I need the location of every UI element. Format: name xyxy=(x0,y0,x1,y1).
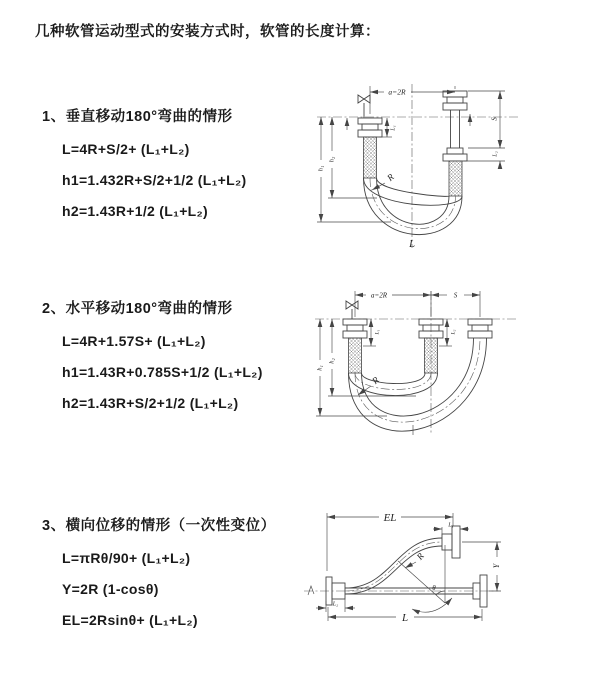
displaced-hose xyxy=(345,538,442,594)
section-heading: 1、垂直移动180°弯曲的情形 xyxy=(42,109,233,125)
dimension-l xyxy=(328,607,482,624)
s-label: S xyxy=(453,291,458,300)
l1-label: L₁ xyxy=(390,125,397,131)
h1-label: h₁ xyxy=(316,365,324,371)
l2-label: L₂ xyxy=(492,151,499,157)
formula-el: EL=2Rsinθ+ (L₁+L₂) xyxy=(62,612,198,628)
valve-icon xyxy=(346,301,358,319)
s-label: S xyxy=(490,117,499,121)
l-label: L xyxy=(401,612,409,624)
a2r-label: a=2R xyxy=(371,291,387,300)
formula-l: L=πRθ/90+ (L₁+L₂) xyxy=(62,550,191,566)
centerlines xyxy=(317,84,520,248)
l2-label: L₂ xyxy=(332,601,339,608)
centerlines xyxy=(315,291,518,435)
l1-label: L₁ xyxy=(374,329,381,335)
left-pipe-fitting xyxy=(358,118,382,178)
dimension-el xyxy=(327,512,453,571)
formula-h2: h2=1.43R+1/2 (L₁+L₂) xyxy=(62,203,209,219)
dimension-l2 xyxy=(316,599,355,612)
h2-label: h₂ xyxy=(328,156,336,163)
formula-h1: h1=1.43R+0.785S+1/2 (L₁+L₂) xyxy=(62,364,263,380)
dimension-a2r xyxy=(370,86,455,114)
section-vertical-180 xyxy=(42,105,247,219)
r-label: R xyxy=(385,171,396,183)
radius-label xyxy=(405,551,426,568)
l1-label: L₁ xyxy=(448,522,454,529)
h2-label: h₂ xyxy=(328,358,336,364)
dimension-l2 xyxy=(464,142,505,167)
r-label: R xyxy=(370,374,381,386)
centerline-break-mark xyxy=(308,586,314,595)
section-horizontal-180 xyxy=(42,297,263,411)
section-heading: 3、横向位移的情形（一次性变位） xyxy=(42,518,276,534)
el-label: EL xyxy=(383,512,397,524)
right-pipe-fitting xyxy=(468,319,492,338)
page-title: 几种软管运动型式的安装方式时，软管的长度计算： xyxy=(35,24,380,40)
theta-label: θ xyxy=(432,584,436,592)
dimension-l1 xyxy=(433,523,469,535)
dimension-y xyxy=(462,542,501,591)
radius-construction xyxy=(398,545,452,612)
diagram-horizontal-bend xyxy=(313,285,553,457)
h1-label: h₁ xyxy=(317,165,325,172)
a2r-label: a=2R xyxy=(388,87,406,97)
section-lateral-displacement xyxy=(42,514,276,628)
hose-curves xyxy=(349,338,487,435)
formula-h2: h2=1.43R+S/2+1/2 (L₁+L₂) xyxy=(62,395,239,411)
right-pipe-fitting xyxy=(443,91,467,196)
formula-l: L=4R+S/2+ (L₁+L₂) xyxy=(62,141,190,157)
formula-h1: h1=1.432R+S/2+1/2 (L₁+L₂) xyxy=(62,172,247,188)
dimension-s xyxy=(468,91,505,148)
dimension-l1 xyxy=(363,319,380,346)
formula-l: L=4R+1.57S+ (L₁+L₂) xyxy=(62,333,206,349)
dimension-l2 xyxy=(439,319,456,346)
dimension-a2r xyxy=(355,291,480,317)
dimension-s xyxy=(431,292,480,300)
diagram-lateral-displacement xyxy=(300,501,595,653)
y-label: Y xyxy=(491,563,501,569)
dimension-h1 xyxy=(317,117,391,222)
valve-icon xyxy=(358,95,370,118)
diagram-vertical-bend xyxy=(315,76,550,254)
dimension-h2 xyxy=(328,319,416,396)
length-label: L xyxy=(409,239,415,250)
r-label: R xyxy=(414,551,426,562)
section-heading: 2、水平移动180°弯曲的情形 xyxy=(42,301,233,317)
l2-label: L₂ xyxy=(450,329,457,335)
formula-y: Y=2R (1-cosθ) xyxy=(62,581,159,597)
